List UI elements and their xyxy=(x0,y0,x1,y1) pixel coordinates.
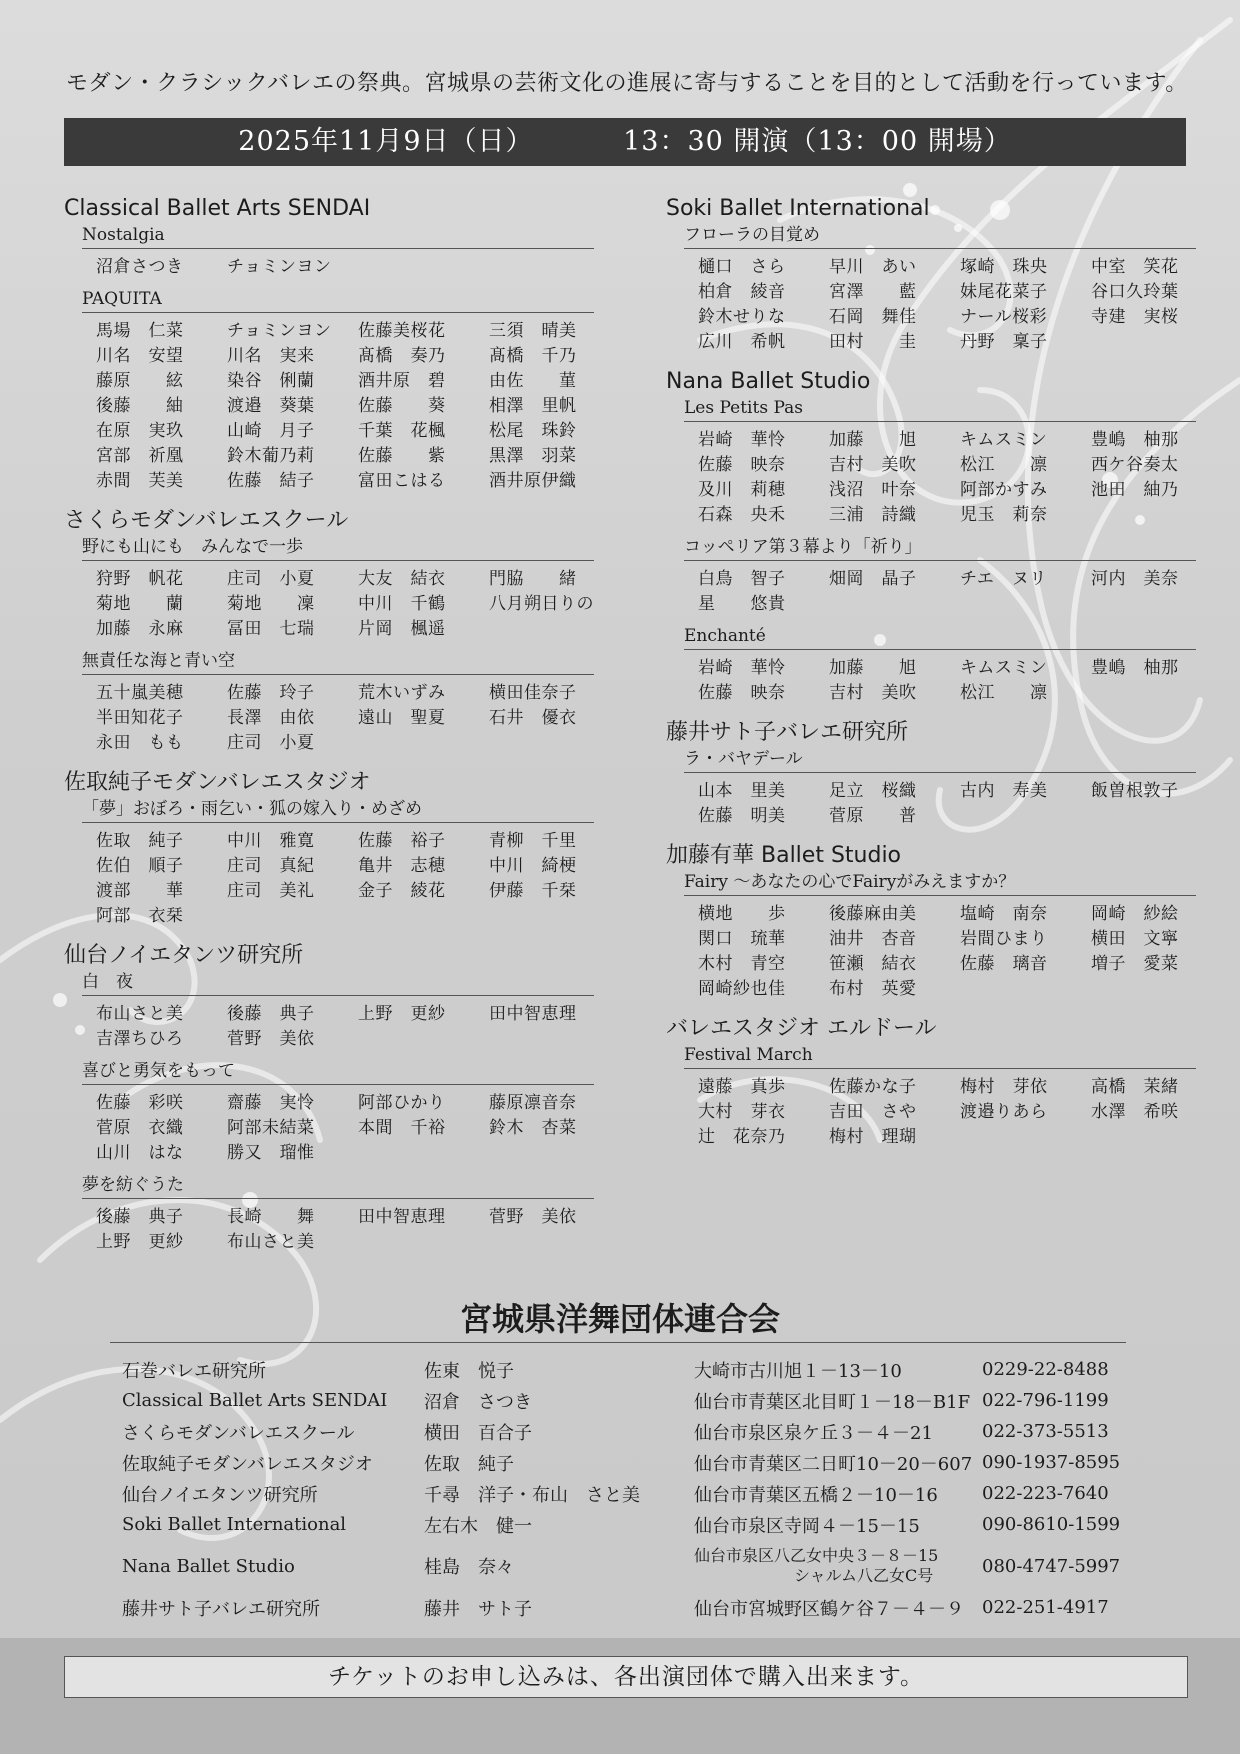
performer-name: キムスミン xyxy=(960,658,1048,678)
performer-name: 河内 美奈 xyxy=(1091,569,1179,589)
performer-name: 片岡 楓遥 xyxy=(358,619,446,639)
troupe-name: 佐取純子モダンバレエスタジオ xyxy=(64,770,371,795)
piece-title: 喜びと勇気をもって xyxy=(82,1060,594,1085)
performer-name: 菊地 凜 xyxy=(227,594,315,614)
performer-name: 中川 雅寛 xyxy=(227,831,315,851)
federation-address xyxy=(694,1546,982,1586)
performer-name: 染谷 俐蘭 xyxy=(227,371,315,391)
performer-list xyxy=(698,1075,1196,1150)
performer-name: 庄司 美礼 xyxy=(227,881,315,901)
federation-org: Nana Ballet Studio xyxy=(122,1555,295,1577)
federation-address-line: 仙台市泉区寺岡４－15－15 xyxy=(694,1515,920,1537)
performer-name: 佐藤美桜花 xyxy=(358,321,446,341)
piece-title: Nostalgia xyxy=(82,224,594,249)
performer-name: 半田知花子 xyxy=(96,708,184,728)
performer-name: 後藤 紬 xyxy=(96,396,184,416)
federation-phone: 022-223-7640 xyxy=(982,1483,1109,1504)
performer-name: 千葉 花楓 xyxy=(358,421,446,441)
performer-name: 柏倉 綾音 xyxy=(698,282,786,302)
federation-address-line: 仙台市青葉区五橋２－10－16 xyxy=(694,1484,938,1506)
troupe-group xyxy=(64,196,594,494)
performer-name: 髙橋 奏乃 xyxy=(358,346,446,366)
performer-name: 阿部 衣栞 xyxy=(96,906,184,926)
piece-block xyxy=(82,798,594,929)
troupe-name: 藤井サト子バレエ研究所 xyxy=(666,720,909,745)
performer-name: チョミンヨン xyxy=(227,257,332,277)
performer-name: 佐藤 明美 xyxy=(698,806,786,826)
performer-name: 佐藤 紫 xyxy=(358,446,446,466)
troupe-group xyxy=(666,196,1196,355)
troupe-name: 仙台ノイエタンツ研究所 xyxy=(64,943,304,968)
federation-phone: 080-4747-5997 xyxy=(982,1555,1121,1577)
performer-name: 中室 笑花 xyxy=(1091,257,1179,277)
piece-title: 野にも山にも みんなで一歩 xyxy=(82,536,594,561)
federation-representative: 佐取 純子 xyxy=(424,1453,514,1475)
federation-address xyxy=(694,1595,982,1621)
federation-address xyxy=(694,1357,982,1383)
performer-name: 松尾 珠鈴 xyxy=(489,421,577,441)
federation-address xyxy=(694,1388,982,1414)
performer-name: 辻 花奈乃 xyxy=(698,1127,786,1147)
piece-block xyxy=(82,224,594,280)
piece-title: Fairy ～あなたの心でFairyがみえますか？ xyxy=(684,871,1196,896)
performer-name: 山川 はな xyxy=(96,1143,184,1163)
performer-name: 梅村 理瑚 xyxy=(829,1127,917,1147)
performer-name: 吉村 美吹 xyxy=(829,683,917,703)
piece-block xyxy=(82,536,594,642)
federation-org: 藤井サト子バレエ研究所 xyxy=(122,1598,320,1620)
piece-block xyxy=(684,625,1196,706)
federation-address-line2: シャルム八乙女C号 xyxy=(794,1566,934,1585)
federation-row xyxy=(122,1416,1132,1447)
performer-name: 渡部 華 xyxy=(96,881,184,901)
performer-name: 長澤 由依 xyxy=(227,708,315,728)
performer-name: 佐取 純子 xyxy=(96,831,184,851)
date-bar xyxy=(64,118,1186,166)
performer-name: 由佐 菫 xyxy=(489,371,577,391)
performer-name: 藤原 絃 xyxy=(96,371,184,391)
event-time: 13：30 開演（13：00 開場） xyxy=(623,126,1012,157)
performer-name: 川名 実来 xyxy=(227,346,315,366)
federation-address xyxy=(694,1450,982,1476)
performer-name: 石岡 舞佳 xyxy=(829,307,917,327)
piece-spacer xyxy=(666,617,1196,625)
federation-address xyxy=(694,1481,982,1507)
performer-name: 山崎 月子 xyxy=(227,421,315,441)
federation-address xyxy=(694,1512,982,1538)
performer-list xyxy=(96,1205,594,1255)
performer-list xyxy=(96,567,594,642)
performer-name: 三須 晴美 xyxy=(489,321,577,341)
piece-block xyxy=(684,397,1196,528)
performer-name: 佐藤 璃音 xyxy=(960,954,1048,974)
piece-title: コッペリア第３幕より「祈り」 xyxy=(684,536,1196,561)
federation-address-line: 仙台市泉区八乙女中央３－８－15 xyxy=(694,1546,939,1565)
performer-name: 庄司 真紀 xyxy=(227,856,315,876)
performer-name: 古内 寿美 xyxy=(960,781,1048,801)
performer-name: ナール桜彩 xyxy=(960,307,1048,327)
performer-name: 鈴木 杏菜 xyxy=(489,1118,577,1138)
performer-list xyxy=(698,255,1196,355)
performer-list xyxy=(698,428,1196,528)
performer-name: 横田佳奈子 xyxy=(489,683,577,703)
performer-name: 木村 青空 xyxy=(698,954,786,974)
performer-name: 寺建 実桜 xyxy=(1091,307,1179,327)
performer-list xyxy=(96,1002,594,1052)
performer-name: 佐藤かな子 xyxy=(829,1077,917,1097)
performer-list xyxy=(698,656,1196,706)
performer-name: 丹野 稟子 xyxy=(960,332,1048,352)
federation-phone: 090-1937-8595 xyxy=(982,1452,1121,1473)
federation-representative: 沼倉 さつき xyxy=(424,1391,532,1413)
performer-name: 妹尾花菜子 xyxy=(960,282,1048,302)
performer-name: 児玉 莉奈 xyxy=(960,505,1048,525)
performer-name: 藤原凛音奈 xyxy=(489,1093,577,1113)
piece-spacer xyxy=(64,280,594,288)
troupe-name: 加藤有華 Ballet Studio xyxy=(666,843,902,868)
performer-name: 布山さと美 xyxy=(227,1232,315,1252)
performer-name: 後藤 典子 xyxy=(96,1207,184,1227)
performer-name: 宮澤 藍 xyxy=(829,282,917,302)
performer-name: 西ケ谷奏太 xyxy=(1091,455,1179,475)
performer-name: 布山さと美 xyxy=(96,1004,184,1024)
performer-name: 岩崎 華怜 xyxy=(698,430,786,450)
troupe-group xyxy=(64,508,594,756)
performer-name: 吉村 美吹 xyxy=(829,455,917,475)
piece-block xyxy=(684,748,1196,829)
left-column xyxy=(64,196,594,1269)
piece-spacer xyxy=(666,528,1196,536)
performer-name: 増子 愛菜 xyxy=(1091,954,1179,974)
event-date: 2025年11月9日（日） xyxy=(238,126,534,157)
piece-block xyxy=(684,1044,1196,1150)
piece-title: PAQUITA xyxy=(82,288,594,313)
performer-name: 石井 優衣 xyxy=(489,708,577,728)
piece-block xyxy=(684,536,1196,617)
piece-title: 夢を紡ぐうた xyxy=(82,1174,594,1199)
performer-name: 勝又 瑠惟 xyxy=(227,1143,315,1163)
performer-name: 庄司 小夏 xyxy=(227,569,315,589)
performer-name: 門脇 緒 xyxy=(489,569,577,589)
troupe-name: Nana Ballet Studio xyxy=(666,369,871,394)
federation-representative: 藤井 サト子 xyxy=(424,1598,532,1620)
troupe-name: さくらモダンバレエスクール xyxy=(64,508,349,533)
federation-representative: 左右木 健一 xyxy=(424,1515,532,1537)
federation-org: 石巻バレエ研究所 xyxy=(122,1360,266,1382)
performer-name: 岡崎紗也佳 xyxy=(698,979,786,999)
piece-block xyxy=(82,650,594,756)
ticket-notice: チケットのお申し込みは、各出演団体で購入出来ます。 xyxy=(64,1656,1188,1698)
piece-block xyxy=(82,1060,594,1166)
performer-name: 阿部未結菜 xyxy=(227,1118,315,1138)
performer-name: 足立 桜織 xyxy=(829,781,917,801)
performer-name: 庄司 小夏 xyxy=(227,733,315,753)
performer-name: 高橋 茉緒 xyxy=(1091,1077,1179,1097)
performer-name: 鈴木葡乃莉 xyxy=(227,446,315,466)
federation-phone: 0229-22-8488 xyxy=(982,1359,1109,1380)
performer-name: 関口 琉華 xyxy=(698,929,786,949)
performer-name: 谷口久玲葉 xyxy=(1091,282,1179,302)
piece-block xyxy=(684,871,1196,1002)
performer-name: 渡邉 葵葉 xyxy=(227,396,315,416)
federation-representative: 横田 百合子 xyxy=(424,1422,532,1444)
federation-row xyxy=(122,1385,1132,1416)
performer-name: 髙橋 千乃 xyxy=(489,346,577,366)
performer-name: 塩崎 南奈 xyxy=(960,904,1048,924)
performer-name: 星 悠貴 xyxy=(698,594,786,614)
performer-name: 長崎 舞 xyxy=(227,1207,315,1227)
performer-name: 山本 里美 xyxy=(698,781,786,801)
performer-name: 佐藤 裕子 xyxy=(358,831,446,851)
troupe-group xyxy=(666,1016,1196,1150)
performer-name: 岩間ひまり xyxy=(960,929,1048,949)
performer-name: 赤間 芙美 xyxy=(96,471,184,491)
performer-name: 及川 莉穂 xyxy=(698,480,786,500)
federation-row xyxy=(122,1478,1132,1509)
performer-name: 金子 綾花 xyxy=(358,881,446,901)
performer-name: 中川 千鶴 xyxy=(358,594,446,614)
piece-block xyxy=(82,288,594,494)
performer-list xyxy=(698,779,1196,829)
performer-name: 田中智恵理 xyxy=(489,1004,577,1024)
troupe-group xyxy=(64,770,594,929)
performer-name: 宮部 祈凰 xyxy=(96,446,184,466)
performer-name: 樋口 さら xyxy=(698,257,786,277)
federation-row xyxy=(122,1540,1132,1592)
piece-spacer xyxy=(64,1166,594,1174)
federation-address xyxy=(694,1419,982,1445)
federation-org: さくらモダンバレエスクール xyxy=(122,1422,355,1444)
performer-name: 遠山 聖夏 xyxy=(358,708,446,728)
performer-name: 酒井原 碧 xyxy=(358,371,446,391)
performer-name: 池田 紬乃 xyxy=(1091,480,1179,500)
piece-block xyxy=(82,971,594,1052)
performer-name: 阿部かすみ xyxy=(960,480,1048,500)
performer-name: 佐藤 映奈 xyxy=(698,683,786,703)
performer-list xyxy=(96,829,594,929)
performer-name: 石森 央禾 xyxy=(698,505,786,525)
performer-name: 中川 綺梗 xyxy=(489,856,577,876)
federation-org: Soki Ballet International xyxy=(122,1514,347,1535)
performer-name: 上野 更紗 xyxy=(358,1004,446,1024)
performer-name: 田村 圭 xyxy=(829,332,917,352)
performer-list xyxy=(96,1091,594,1166)
federation-phone: 022-796-1199 xyxy=(982,1390,1109,1411)
performer-name: 鈴木せりな xyxy=(698,307,786,327)
performer-name: 豊嶋 柚那 xyxy=(1091,658,1179,678)
performer-name: 佐藤 玲子 xyxy=(227,683,315,703)
performer-name: 早川 あい xyxy=(829,257,917,277)
performer-name: 油井 杏音 xyxy=(829,929,917,949)
federation-address-line: 仙台市宮城野区鶴ケ谷７－４－９ xyxy=(694,1598,964,1620)
performer-name: 後藤麻由美 xyxy=(829,904,917,924)
performer-name: 布村 英愛 xyxy=(829,979,917,999)
performer-name: 佐伯 順子 xyxy=(96,856,184,876)
performer-name: 飯曽根敦子 xyxy=(1091,781,1179,801)
piece-title: 無責任な海と青い空 xyxy=(82,650,594,675)
federation-address-line: 仙台市青葉区北目町１－18－B1F xyxy=(694,1391,971,1413)
federation-representative: 千尋 洋子・布山 さと美 xyxy=(424,1484,640,1506)
troupe-name: Soki Ballet International xyxy=(666,196,930,221)
performer-name: 渡邉りあら xyxy=(960,1102,1048,1122)
federation-row xyxy=(122,1354,1132,1385)
performer-name: 富田こはる xyxy=(358,471,446,491)
federation-divider xyxy=(110,1342,1126,1343)
performer-name: 馬場 仁菜 xyxy=(96,321,184,341)
performer-name: 狩野 帆花 xyxy=(96,569,184,589)
performer-name: 黒澤 羽菜 xyxy=(489,446,577,466)
troupe-group xyxy=(666,369,1196,706)
federation-row xyxy=(122,1592,1132,1623)
federation-table xyxy=(122,1354,1132,1623)
performer-name: 本間 千裕 xyxy=(358,1118,446,1138)
piece-block xyxy=(684,224,1196,355)
performer-name: 加藤 旭 xyxy=(829,430,917,450)
performer-name: 吉田 さや xyxy=(829,1102,917,1122)
federation-phone: 022-251-4917 xyxy=(982,1597,1109,1618)
piece-spacer xyxy=(64,642,594,650)
performer-name: 豊嶋 柚那 xyxy=(1091,430,1179,450)
intro-text: モダン・クラシックバレエの祭典。宮城県の芸術文化の進展に寄与することを目的として活動を行っています。 xyxy=(66,71,1188,96)
piece-spacer xyxy=(64,1052,594,1060)
federation-address-line: 仙台市青葉区二日町10－20－607 xyxy=(694,1453,973,1475)
performer-name: 上野 更紗 xyxy=(96,1232,184,1252)
performer-name: 遠藤 真歩 xyxy=(698,1077,786,1097)
performer-name: 菅野 美依 xyxy=(227,1029,315,1049)
performer-name: 相澤 里帆 xyxy=(489,396,577,416)
performer-name: 松江 凛 xyxy=(960,683,1048,703)
performer-list xyxy=(96,681,594,756)
performer-name: 川名 安望 xyxy=(96,346,184,366)
performer-name: 在原 実玖 xyxy=(96,421,184,441)
performer-name: 酒井原伊織 xyxy=(489,471,577,491)
performer-name: 加藤 永麻 xyxy=(96,619,184,639)
piece-title: フローラの目覚め xyxy=(684,224,1196,249)
performer-name: 阿部ひかり xyxy=(358,1093,446,1113)
performer-list xyxy=(96,255,594,280)
federation-address-line: 大崎市古川旭１－13－10 xyxy=(694,1360,902,1382)
performer-name: チョミンヨン xyxy=(227,321,332,341)
performer-name: 広川 希帆 xyxy=(698,332,786,352)
troupe-name: バレエスタジオ エルドール xyxy=(666,1016,937,1041)
piece-title: 「夢」おぼろ・雨乞い・狐の嫁入り・めざめ xyxy=(82,798,594,823)
federation-row xyxy=(122,1509,1132,1540)
performer-name: 菊地 蘭 xyxy=(96,594,184,614)
performer-name: 岡崎 紗絵 xyxy=(1091,904,1179,924)
performer-name: 三浦 詩織 xyxy=(829,505,917,525)
performer-name: 佐藤 葵 xyxy=(358,396,446,416)
performer-name: 伊藤 千栞 xyxy=(489,881,577,901)
performer-list xyxy=(698,567,1196,617)
performer-name: 五十嵐美穂 xyxy=(96,683,184,703)
federation-address-line: 仙台市泉区泉ケ丘３－４－21 xyxy=(694,1422,933,1444)
piece-title: Festival March xyxy=(684,1044,1196,1069)
piece-block xyxy=(82,1174,594,1255)
performer-name: 後藤 典子 xyxy=(227,1004,315,1024)
performer-name: 菅原 衣織 xyxy=(96,1118,184,1138)
performer-name: 水澤 希咲 xyxy=(1091,1102,1179,1122)
piece-title: ラ・バヤデール xyxy=(684,748,1196,773)
troupe-group xyxy=(666,843,1196,1002)
performer-name: 青柳 千里 xyxy=(489,831,577,851)
troupe-group xyxy=(666,720,1196,829)
federation-representative: 桂島 奈々 xyxy=(424,1557,514,1578)
performer-name: 浅沼 叶奈 xyxy=(829,480,917,500)
performer-name: 冨田 七瑞 xyxy=(227,619,315,639)
performer-name: 大友 結衣 xyxy=(358,569,446,589)
right-column xyxy=(666,196,1196,1164)
performer-name: 吉澤ちひろ xyxy=(96,1029,184,1049)
federation-title: 宮城県洋舞団体連合会 xyxy=(459,1300,780,1338)
performer-name: 田中智恵理 xyxy=(358,1207,446,1227)
performer-name: 梅村 芽依 xyxy=(960,1077,1048,1097)
performer-list xyxy=(698,902,1196,1002)
performer-name: 畑岡 晶子 xyxy=(829,569,917,589)
performer-name: 笹瀬 結衣 xyxy=(829,954,917,974)
federation-org: Classical Ballet Arts SENDAI xyxy=(122,1390,388,1411)
performer-name: 永田 もも xyxy=(96,733,184,753)
federation-org: 仙台ノイエタンツ研究所 xyxy=(122,1484,318,1506)
federation-phone: 090-8610-1599 xyxy=(982,1514,1121,1535)
performer-name: 亀井 志穂 xyxy=(358,856,446,876)
performer-name: 岩崎 華怜 xyxy=(698,658,786,678)
performer-name: 齋藤 実怜 xyxy=(227,1093,315,1113)
performer-name: 横田 文寧 xyxy=(1091,929,1179,949)
troupe-group xyxy=(64,943,594,1255)
federation-row xyxy=(122,1447,1132,1478)
performer-name: 佐藤 彩咲 xyxy=(96,1093,184,1113)
performer-name: 加藤 旭 xyxy=(829,658,917,678)
performer-list xyxy=(96,319,594,494)
performer-name: キムスミン xyxy=(960,430,1048,450)
performer-name: 大村 芽衣 xyxy=(698,1102,786,1122)
performer-name: 八月朔日りの xyxy=(489,594,594,614)
troupe-name: Classical Ballet Arts SENDAI xyxy=(64,196,371,221)
performer-name: チエ ヌリ xyxy=(960,569,1047,589)
performer-name: 荒木いずみ xyxy=(358,683,446,703)
federation-phone: 022-373-5513 xyxy=(982,1421,1109,1442)
performer-name: 沼倉さつき xyxy=(96,257,184,277)
performer-name: 菅野 美依 xyxy=(489,1207,577,1227)
performer-name: 佐藤 映奈 xyxy=(698,455,786,475)
performer-name: 菅原 普 xyxy=(829,806,917,826)
performer-name: 横地 歩 xyxy=(698,904,786,924)
federation-representative: 佐東 悦子 xyxy=(424,1360,514,1382)
performer-name: 佐藤 結子 xyxy=(227,471,315,491)
piece-title: 白 夜 xyxy=(82,971,594,996)
performer-name: 塚崎 珠央 xyxy=(960,257,1048,277)
federation-org: 佐取純子モダンバレエスタジオ xyxy=(122,1453,373,1475)
piece-title: Les Petits Pas xyxy=(684,397,1196,422)
piece-title: Enchanté xyxy=(684,625,1196,650)
performer-name: 白鳥 智子 xyxy=(698,569,786,589)
performer-name: 松江 凛 xyxy=(960,455,1048,475)
